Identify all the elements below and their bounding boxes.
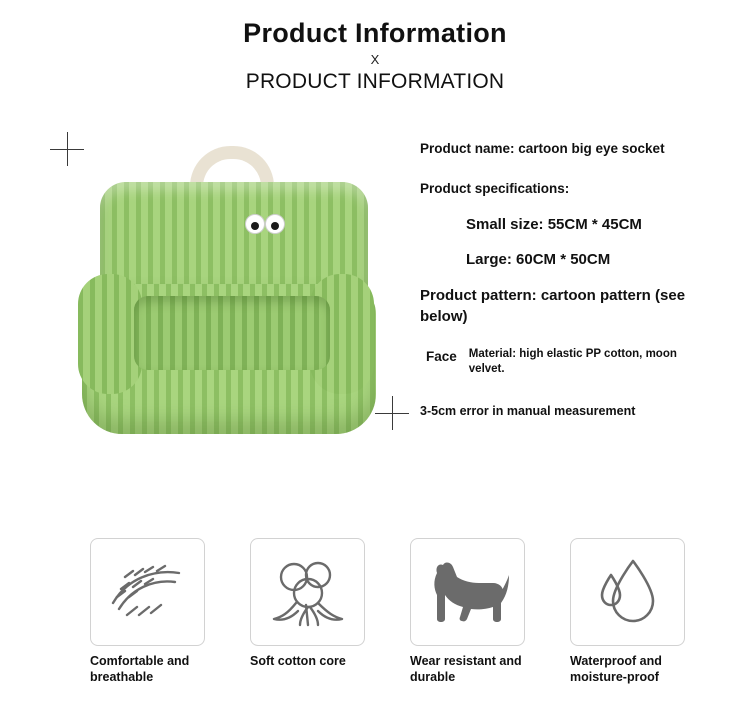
bed-inner-pad <box>134 296 330 370</box>
feature-label: Wear resistant and durable <box>410 654 522 684</box>
crop-mark-bottom-right <box>375 396 409 430</box>
size-large: Large: 60CM * 50CM <box>466 251 611 269</box>
feature-label: Comfortable and breathable <box>90 654 190 684</box>
water-drop-icon <box>593 555 663 629</box>
product-specs-label: Product specifications: <box>420 181 570 197</box>
feature-label: Waterproof and moisture-proof <box>570 654 662 684</box>
feature-item <box>570 538 690 685</box>
page-subtitle: PRODUCT INFORMATION <box>245 70 505 94</box>
bed-arm-left <box>78 274 142 394</box>
feature-icon-box <box>570 538 685 646</box>
feature-label: Soft cotton core <box>250 654 346 668</box>
feature-icon-box <box>410 538 525 646</box>
measurement-error-note: 3-5cm error in manual measurement <box>420 403 636 418</box>
page-title: Product Information <box>243 18 507 48</box>
breathable-icon <box>105 557 191 627</box>
product-name-line: Product name: cartoon big eye socket <box>420 141 665 156</box>
cotton-boll-icon <box>266 555 350 629</box>
dog-icon <box>423 559 513 625</box>
product-photo <box>40 118 390 448</box>
title-divider-mark: X <box>370 52 380 68</box>
material-text: Material: high elastic PP cotton, moon velvet. <box>468 347 677 376</box>
feature-item <box>410 538 530 685</box>
size-small: Small size: 55CM * 45CM <box>466 216 642 234</box>
product-pattern-line: Product pattern: cartoon pattern (see below) <box>420 287 686 325</box>
pet-bed-illustration <box>78 146 378 436</box>
feature-list <box>90 538 690 685</box>
feature-icon-box <box>250 538 365 646</box>
material-row <box>420 347 730 378</box>
feature-icon-box <box>90 538 205 646</box>
eye-right <box>265 214 285 234</box>
material-label: Face <box>426 348 457 364</box>
cartoon-eyes-icon <box>245 214 285 234</box>
eye-left <box>245 214 265 234</box>
product-details <box>420 140 730 418</box>
feature-item <box>90 538 210 685</box>
page-header <box>0 0 750 94</box>
feature-item <box>250 538 370 685</box>
